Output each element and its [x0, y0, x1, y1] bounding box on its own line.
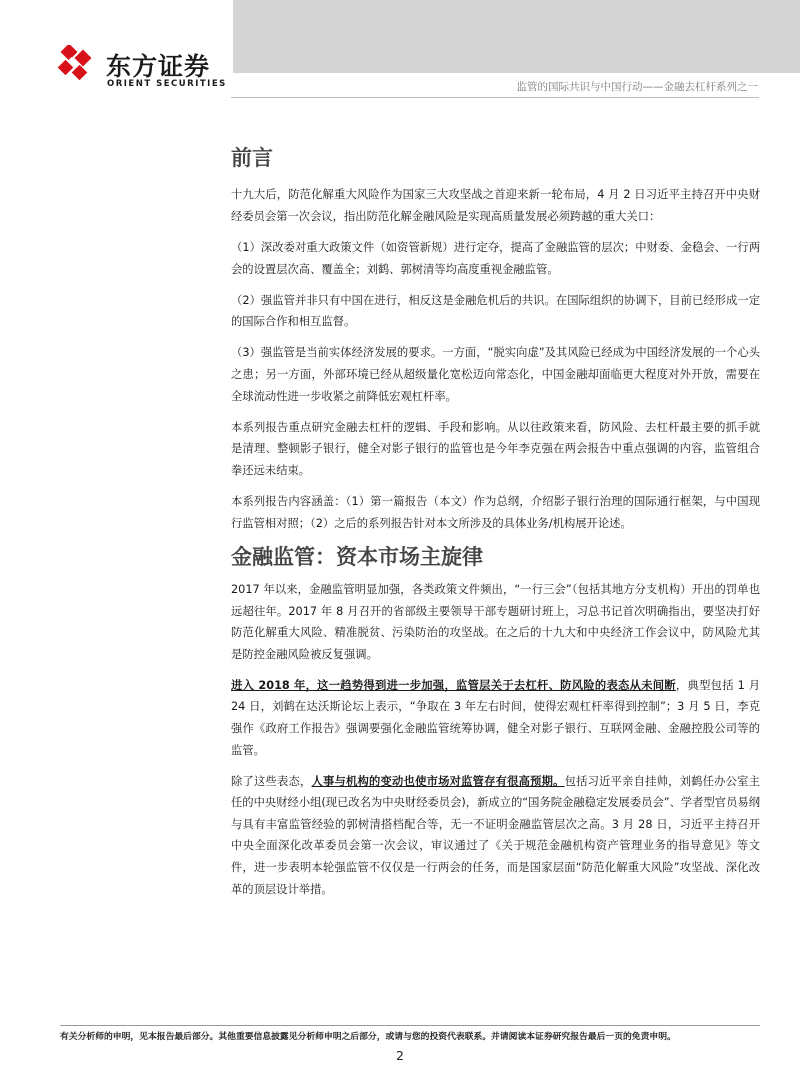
paragraph-text: 本系列报告重点研究金融去杠杆的逻辑、手段和影响。从以往政策来看，防风险、去杠杆最主要的抓手就是清理、整顿影子银行，健全对影子银行的监管也是今年李克强在两会报告中重点强调的内容，监管组合拳还远未结束。 — [231, 420, 760, 477]
emphasis-text: 进入 2018 年，这一趋势得到进一步加强，监管层关于去杠杆、防风险的表态从未间断 — [231, 678, 676, 692]
body-paragraph — [231, 417, 760, 482]
report-series-title: 监管的国际共识与中国行动——金融去杠杆系列之一 — [516, 81, 758, 93]
body-paragraph — [231, 491, 760, 534]
paragraph-text: （1）深改委对重大政策文件（如资管新规）进行定夺，提高了金融监管的层次；中财委、金稳会、一行两会的设置层次高、覆盖全；刘鹤、郭树清等均高度重视金融监管。 — [231, 240, 760, 276]
page-number: 2 — [396, 1048, 404, 1063]
paragraph-text: 包括习近平亲自挂帅，刘鹤任办公室主任的中央财经小组(现已改名为中央财经委员会)，新成立的“国务院金融稳定发展委员会”、学者型官员易纲与具有丰富监管经验的郭树清搭档配合等，无一不证明金融监管层次之高。3 月 28 日，习近平主持召开中央全面深化改革委员会第一次会议，审议通过了《关于规范金融机构资产管理业务的指导意见》等文件，进一步表明本轮强监管不仅仅是一行两会的任务，而是国家层面“防范化解重大风险”攻坚战、深化改革的顶层设计举措。 — [231, 774, 760, 896]
body-paragraph — [231, 579, 760, 665]
paragraph-text: 十九大后，防范化解重大风险作为国家三大攻坚战之首迎来新一轮布局，4 月 2 日习近平主持召开中央财经委员会第一次会议，指出防范化解金融风险是实现高质量发展必须跨越的重大关口： — [231, 188, 760, 223]
body-paragraph — [231, 342, 760, 407]
body-paragraph — [231, 675, 760, 761]
report-body — [231, 145, 760, 910]
section-heading: 前言 — [231, 146, 273, 170]
header-divider — [231, 97, 759, 98]
section-heading: 金融监管：资本市场主旋律 — [231, 544, 483, 569]
logo-chinese-name: 东方证券 — [106, 52, 211, 81]
emphasis-text: 人事与机构的变动也使市场对监管存有很高预期。 — [311, 774, 565, 788]
paragraph-text: ，典型包括 1 月 24 日，刘鹤在达沃斯论坛上表示，“争取在 3 年左右时间，使得宏观杠杆率得到控制”；3 月 5 日，李克强作《政府工作报告》强调要强化金融监管统筹协调，健全对影子银行、互联网金融、金融控股公司等的监管。 — [231, 678, 761, 757]
body-paragraph — [231, 184, 760, 227]
footer-divider — [60, 1025, 760, 1026]
paragraph-text: （2）强监管并非只有中国在进行，相反这是金融危机后的共识。在国际组织的协调下，目前已经形成一定的国际合作和相互监督。 — [231, 293, 760, 329]
paragraph-text: 2017 年以来，金融监管明显加强，各类政策文件频出，“一行三会”（包括其地方分支机构）开出的罚单也远超往年。2017 年 8 月召开的省部级主要领导干部专题研讨班上，习总书记首次明确指出，要坚决打好防范化解重大风险、精准脱贫、污染防治的攻坚战。在之后的十九大和中央经济工作会议中，防风险尤其是防控金融风险被反复强调。 — [231, 582, 760, 661]
orient-logo-icon — [56, 45, 98, 87]
footer-disclaimer: 有关分析师的申明，见本报告最后部分。其他重要信息披露见分析师申明之后部分，或请与您的投资代表联系。并请阅读本证券研究报告最后一页的免责申明。 — [60, 1032, 676, 1042]
logo-english-name: ORIENT SECURITIES — [107, 79, 227, 89]
brand-logo — [56, 45, 227, 97]
paragraph-text: 本系列报告内容涵盖：（1）第一篇报告（本文）作为总纲，介绍影子银行治理的国际通行框架，与中国现行监管相对照；（2）之后的系列报告针对本文所涉及的具体业务/机构展开论述。 — [231, 494, 760, 530]
body-paragraph — [231, 771, 760, 901]
header-band — [233, 0, 800, 73]
body-paragraph — [231, 237, 760, 280]
body-paragraph — [231, 290, 760, 333]
paragraph-text: 除了这些表态， — [231, 774, 312, 788]
paragraph-text: （3）强监管是当前实体经济发展的要求。一方面，“脱实向虚”及其风险已经成为中国经济发展的一个心头之患；另一方面，外部环境已经从超级量化宽松迈向常态化，中国金融却面临更大程度对外开放，需要在全球流动性进一步收紧之前降低宏观杠杆率。 — [231, 346, 760, 403]
